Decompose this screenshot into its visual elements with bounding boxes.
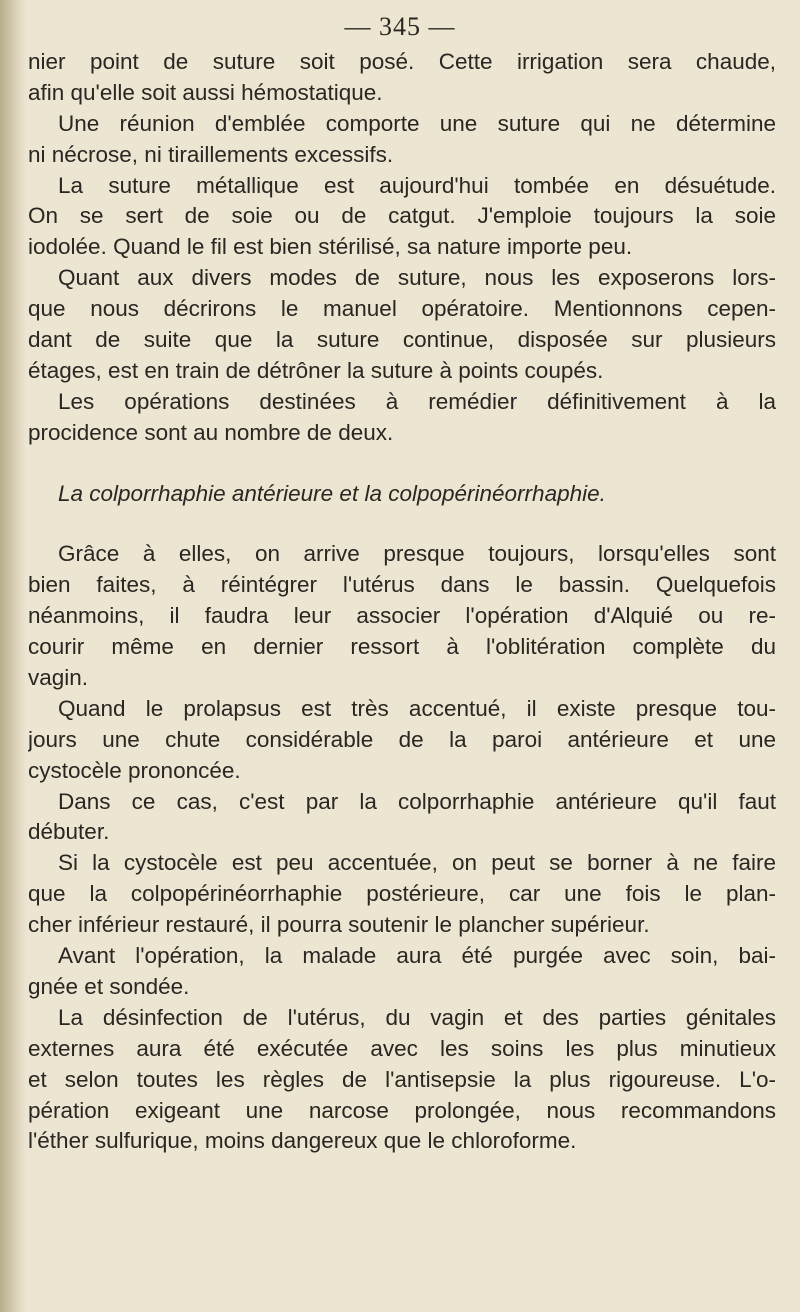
text-line: Quand le prolapsus est très accentué, il existe presque tou- xyxy=(58,695,776,721)
text-line: vagin. xyxy=(28,665,89,691)
paragraph xyxy=(28,539,776,693)
text-line: externes aura été exécutée avec les soins les plus minutieux xyxy=(28,1035,776,1061)
page-number: — 345 — xyxy=(344,12,456,41)
text-line: l'éther sulfurique, moins dangereux que le chloroforme. xyxy=(28,1128,577,1154)
text-line: La désinfection de l'utérus, du vagin et des parties génitales xyxy=(58,1004,776,1030)
section-heading: La colporrhaphie antérieure et la colpopérinéorrhaphie. xyxy=(58,480,606,506)
paragraph xyxy=(28,263,776,387)
page-binding-edge xyxy=(0,0,26,1312)
text-line: Les opérations destinées à remédier définitivement à la xyxy=(58,388,776,414)
text-line: débuter. xyxy=(28,819,110,845)
text-line: Avant l'opération, la malade aura été purgée avec soin, bai- xyxy=(58,943,776,969)
text-line: que nous décrirons le manuel opératoire. Mentionnons cepen- xyxy=(28,296,776,322)
text-line: que la colpopérinéorrhaphie postérieure, car une fois le plan- xyxy=(28,881,776,907)
text-line: jours une chute considérable de la paroi antérieure et une xyxy=(28,726,776,752)
paragraphs-after-heading xyxy=(28,539,776,1157)
text-line: courir même en dernier ressort à l'oblitération complète du xyxy=(28,634,776,660)
heading-spacer-top xyxy=(28,449,776,479)
text-line: procidence sont au nombre de deux. xyxy=(28,419,394,445)
paragraph xyxy=(28,387,776,449)
heading-spacer-bottom xyxy=(28,509,776,539)
text-line: Dans ce cas, c'est par la colporrhaphie antérieure qu'il faut xyxy=(58,788,776,814)
text-line: gnée et sondée. xyxy=(28,973,190,999)
text-line: Si la cystocèle est peu accentuée, on peut se borner à ne faire xyxy=(58,850,776,876)
paragraph xyxy=(28,109,776,171)
paragraphs-before-heading xyxy=(28,47,776,449)
page-body xyxy=(28,47,776,1157)
text-line: La suture métallique est aujourd'hui tombée en désuétude. xyxy=(58,172,776,198)
text-line: bien faites, à réintégrer l'utérus dans le bassin. Quelquefois xyxy=(28,572,776,598)
text-line: On se sert de soie ou de catgut. J'emploie toujours la soie xyxy=(28,203,776,229)
text-line: étages, est en train de détrôner la suture à points coupés. xyxy=(28,357,604,383)
text-line: ni nécrose, ni tiraillements excessifs. xyxy=(28,141,394,167)
text-line: dant de suite que la suture continue, disposée sur plusieurs xyxy=(28,327,776,353)
paragraph xyxy=(28,694,776,787)
text-line: cher inférieur restauré, il pourra soutenir le plancher supérieur. xyxy=(28,912,650,938)
text-line: néanmoins, il faudra leur associer l'opération d'Alquié ou re- xyxy=(28,603,776,629)
paragraph xyxy=(28,1003,776,1157)
paragraph xyxy=(28,47,776,109)
text-line: Quant aux divers modes de suture, nous les exposerons lors- xyxy=(58,265,776,291)
text-line: pération exigeant une narcose prolongée, nous recommandons xyxy=(28,1097,776,1123)
text-line: iodolée. Quand le fil est bien stérilisé, sa nature importe peu. xyxy=(28,234,633,260)
text-line: cystocèle prononcée. xyxy=(28,757,241,783)
text-line: Grâce à elles, on arrive presque toujours, lorsqu'elles sont xyxy=(58,541,776,567)
paragraph xyxy=(28,848,776,941)
paragraph xyxy=(28,171,776,264)
text-line: et selon toutes les règles de l'antisepsie la plus rigoureuse. L'o- xyxy=(28,1066,776,1092)
paragraph xyxy=(28,787,776,849)
paragraph xyxy=(28,941,776,1003)
text-line: Une réunion d'emblée comporte une suture qui ne détermine xyxy=(58,110,776,136)
text-line: afin qu'elle soit aussi hémostatique. xyxy=(28,79,383,105)
text-line: nier point de suture soit posé. Cette irrigation sera chaude, xyxy=(28,49,776,74)
